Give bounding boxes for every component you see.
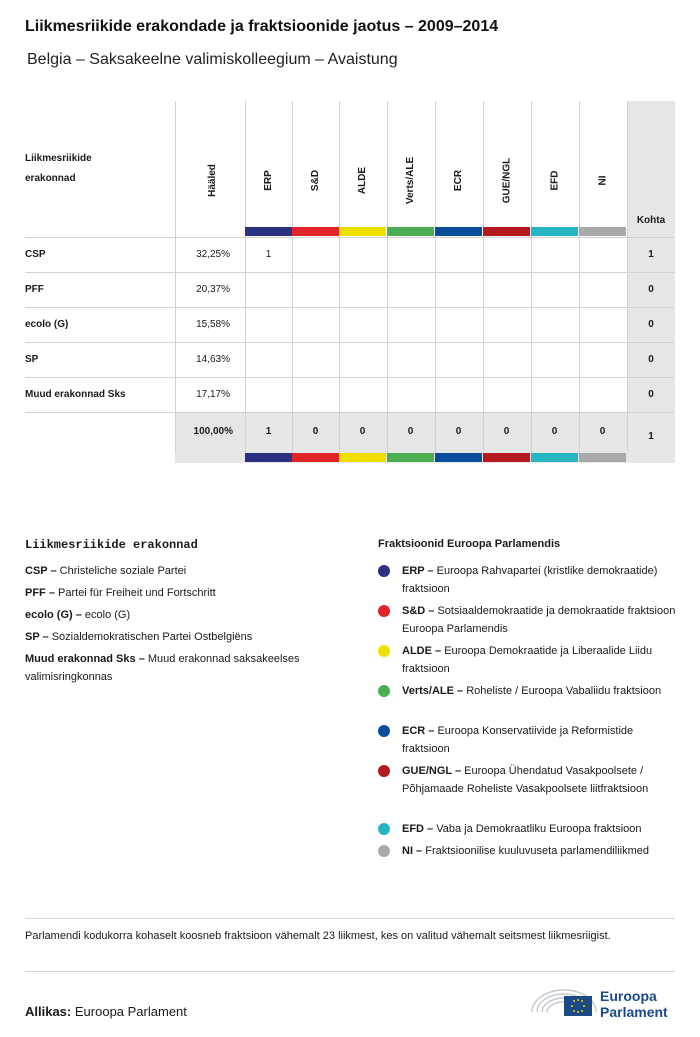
legend-text: Euroopa Demokraatide ja Liberaalide Liidu fraktsioon [402,645,653,675]
seat-total: 0 [648,284,654,295]
legend-abbr: ERP – [402,565,434,577]
group-color-bar-top [579,227,626,236]
party-legend-item [25,650,345,686]
legend-text: Euroopa Ühendatud Vasakpoolsete / Põhjamaade Roheliste Vasakpoolsete liitfraktsioon [402,765,649,795]
row-divider [25,377,675,378]
legend-abbr: Muud erakonnad Sks – [25,653,145,665]
legend-text: Christeliche soziale Partei [59,565,187,577]
party-legend-item [25,584,345,602]
party-legend-item [25,562,345,580]
seat-cell: 1 [265,249,272,260]
group-header-label: S&D [310,169,321,191]
row-divider [25,412,675,413]
footnote: Parlamendi kodukorra kohaselt koosneb fraktsioon vähemalt 23 liikmest, kes on valitud vähemalt seitsmest liikmesriigist. [25,930,611,942]
legend-text: Partei für Freiheit und Fortschritt [58,587,216,599]
group-legend-title: Fraktsioonid Euroopa Parlamendis [378,538,561,550]
hemicycle-icon [530,982,598,1020]
group-legend-item [402,602,677,638]
legend-abbr: ALDE – [402,645,442,657]
total-seat-cell: 0 [312,426,319,437]
group-color-bar-top [339,227,386,236]
group-legend-item [402,562,677,598]
seat-total: 1 [648,249,654,260]
row-divider [25,237,675,238]
source-line [25,1004,187,1019]
divider [25,971,675,972]
party-column-header: Liikmesriikide erakonnad [25,153,92,184]
group-legend-item [402,722,677,758]
votes-column-header: Hääled [206,163,218,197]
group-color-bar-top [483,227,530,236]
group-header-label: ECR [453,169,464,191]
total-votes: 100,00% [193,426,233,437]
group-color-bar-bottom [339,453,386,462]
group-color-bar-bottom [245,453,292,462]
vote-share: 20,37% [196,284,230,295]
group-header-label: Verts/ALE [405,156,416,204]
page-title: Liikmesriikide erakondade ja fraktsioonide jaotus – 2009–2014 [25,18,499,35]
group-color-bar-bottom [483,453,530,462]
row-divider [25,307,675,308]
legend-text: Roheliste / Euroopa Vabaliidu fraktsioon [466,685,662,697]
divider [25,918,675,919]
total-seat-cell: 1 [265,426,272,437]
legend-abbr: S&D – [402,605,435,617]
total-seat-cell: 0 [359,426,366,437]
group-header-4 [435,141,482,219]
total-seat-cell: 0 [599,426,606,437]
party-name: ecolo (G) [25,319,69,330]
legend-abbr: GUE/NGL – [402,765,462,777]
group-header-6 [531,141,578,219]
vote-share: 32,25% [196,249,230,260]
group-color-bar-top [387,227,434,236]
group-header-2 [339,141,386,219]
row-divider [25,342,675,343]
party-name: CSP [25,249,46,260]
legend-text: Sotsiaaldemokraatide ja demokraatide fraktsioon Euroopa Parlamendis [402,605,676,635]
group-color-bar-top [245,227,292,236]
group-header-5 [483,141,530,219]
legend-abbr: PFF – [25,587,55,599]
party-legend-title: Liikmesriikide erakonnad [25,538,198,552]
logo-text: Euroopa Parlament [600,988,668,1020]
group-header-label: EFD [549,170,560,190]
total-seat-cell: 0 [455,426,462,437]
party-legend-item [25,606,345,624]
group-legend-item [402,762,677,798]
group-color-bar-bottom [435,453,482,462]
total-seats: 1 [648,431,654,442]
total-seat-cell: 0 [551,426,558,437]
group-color-bar-top [531,227,578,236]
group-color-dot [378,605,390,617]
legend-abbr: EFD – [402,823,434,835]
group-legend-item [402,842,677,860]
total-seat-cell: 0 [503,426,510,437]
legend-abbr: CSP – [25,565,57,577]
legend-text: Euroopa Rahvapartei (kristlike demokraatide) fraktsioon [402,565,658,595]
group-header-1 [292,141,339,219]
group-legend-item [402,682,677,700]
legend-text: Sozialdemokratischen Partei Ostbelgiëns [51,631,253,643]
group-color-dot [378,845,390,857]
european-parliament-logo [530,982,680,1020]
group-color-dot [378,765,390,777]
party-name: PFF [25,284,44,295]
vote-share: 15,58% [196,319,230,330]
group-color-dot [378,565,390,577]
column-divider [627,101,628,453]
group-color-dot [378,685,390,697]
source-value: Euroopa Parlament [74,1004,187,1019]
legend-text: ecolo (G) [84,609,131,621]
row-divider [25,272,675,273]
group-color-dot [378,725,390,737]
column-divider [175,101,176,453]
legend-abbr: ecolo (G) – [25,609,82,621]
group-legend-item [402,820,677,838]
legend-text: Fraktsioonilise kuuluvuseta parlamendiliikmed [425,845,650,857]
legend-abbr: ECR – [402,725,435,737]
legend-text: Vaba ja Demokraatliku Euroopa fraktsioon [436,823,642,835]
seats-column-header: Kohta [636,215,666,226]
seats-column-background [627,101,675,463]
legend-abbr: SP – [25,631,49,643]
group-legend-item [402,642,677,678]
legend-text: Muud erakonnad saksakeelses valimisringkonnas [25,653,300,683]
seat-total: 0 [648,354,654,365]
group-color-bar-bottom [292,453,339,462]
source-label: Allikas: [25,1004,72,1019]
party-name: SP [25,354,39,365]
group-header-0 [245,141,292,219]
group-color-bar-bottom [531,453,578,462]
group-color-dot [378,823,390,835]
party-legend-item [25,628,345,646]
group-header-label: NI [597,175,608,185]
vote-share: 17,17% [196,389,230,400]
group-color-bar-top [292,227,339,236]
group-header-label: GUE/NGL [501,157,512,203]
group-header-label: ALDE [356,166,368,194]
party-name: Muud erakonnad Sks [25,389,126,400]
group-color-bar-bottom [387,453,434,462]
legend-abbr: Verts/ALE – [402,685,464,697]
group-header-label: ERP [263,169,274,191]
group-header-3 [387,141,434,219]
group-color-dot [378,645,390,657]
legend-abbr: NI – [402,845,423,857]
seat-total: 0 [648,389,654,400]
group-color-bar-bottom [579,453,626,462]
page-subtitle: Belgia – Saksakeelne valimiskolleegium – Avaistung [27,51,398,68]
results-table [25,101,675,463]
group-color-bar-top [435,227,482,236]
vote-share: 14,63% [196,354,230,365]
total-seat-cell: 0 [407,426,414,437]
seat-total: 0 [648,319,654,330]
group-header-7 [579,141,626,219]
legend-text: Euroopa Konservatiivide ja Reformistide fraktsioon [402,725,634,755]
